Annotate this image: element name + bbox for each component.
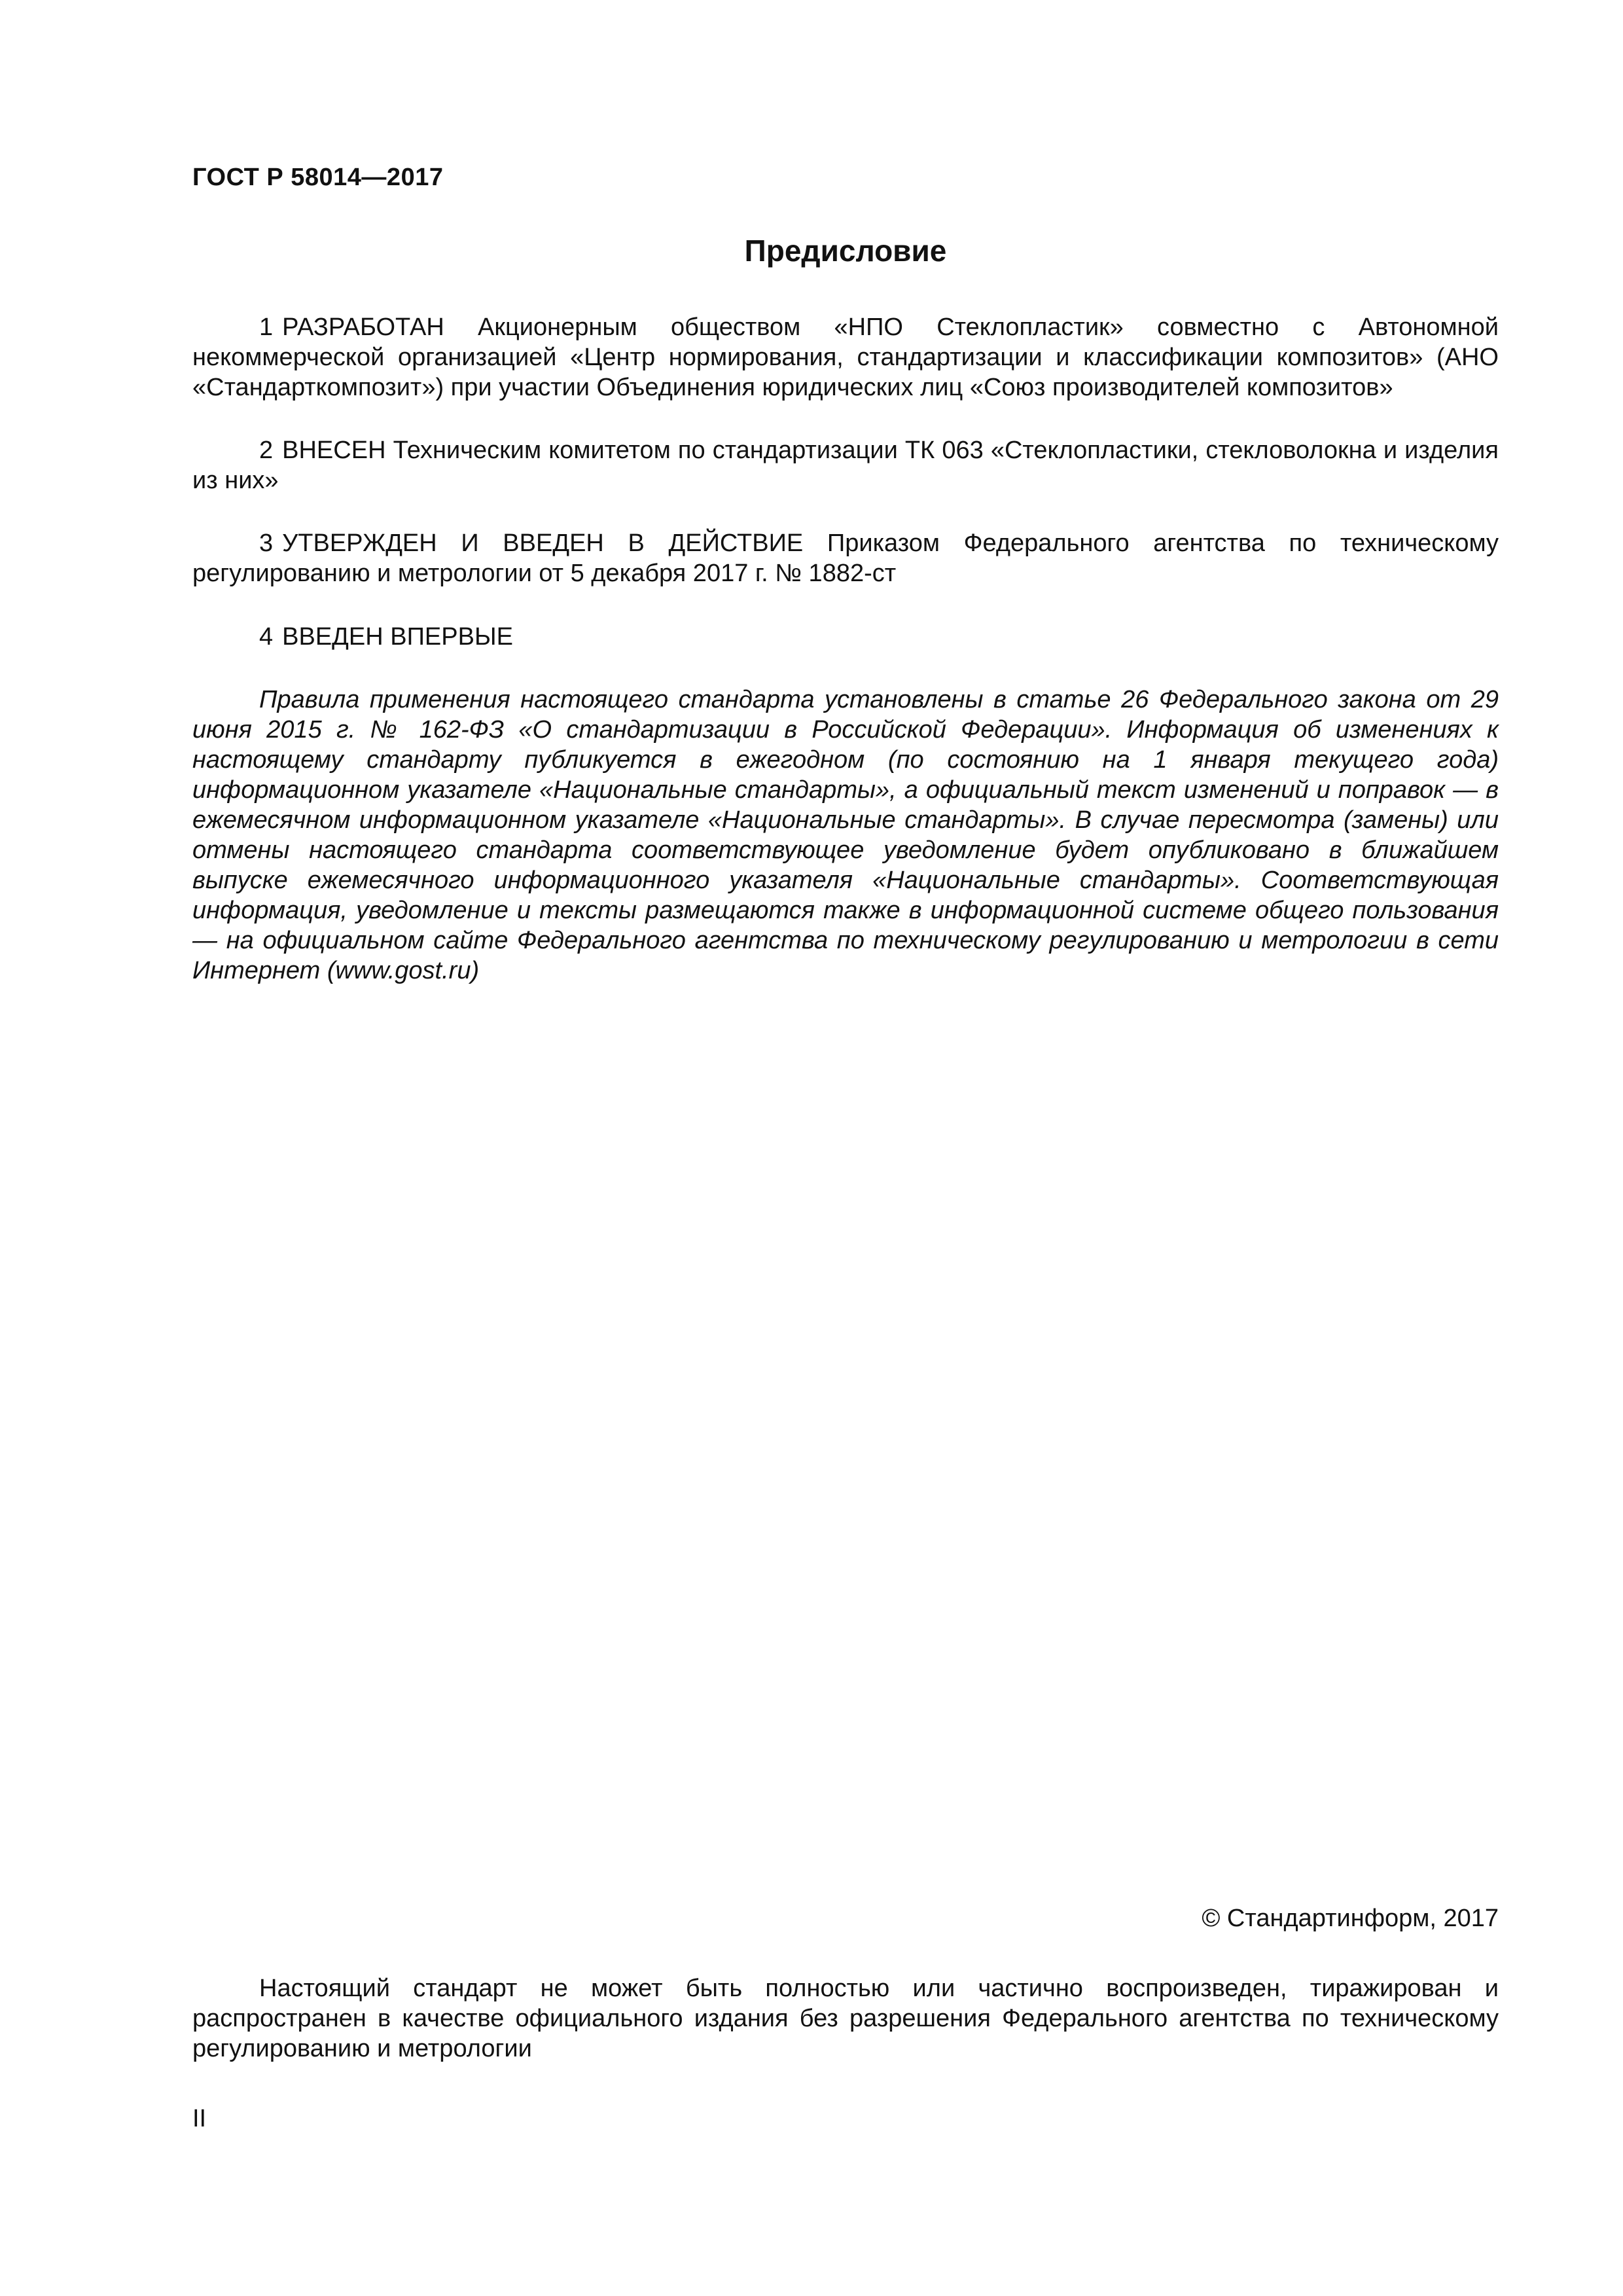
item-lead: РАЗРАБОТАН	[282, 314, 444, 341]
preface-item-2	[192, 435, 1499, 495]
preface-item-4	[192, 622, 1499, 652]
application-rules-text: Правила применения настоящего стандарта установлены в статье 26 Федерального закона от 29 июня 2015 г. № 162-ФЗ «О стандартизации в Российской Федерации». Информация об изменениях к настоящему стандарту публикуется в ежегодном (по состоянию на 1 января текущего года) информационном указателе «Национальные стандарты», а официальный текст изменений и поправок — в ежемесячном информационном указателе «Национальные стандарты». В случае пересмотра (замены) или отмены настоящего стандарта соответствующее уведомление будет опубликовано в ближайшем выпуске ежемесячного информационного указателя «Национальные стандарты». Соответствующая информация, уведомление и тексты размещаются также в информационной системе общего пользования — на официальном сайте Федерального агентства по техническому регулированию и метрологии в сети Интернет (www.gost.ru)	[192, 686, 1499, 984]
item-number: 2	[259, 437, 274, 464]
item-text: Приказом Федерального агентства по техническому регулированию и метрологии от 5 декабря 2017 г. № 1882-ст	[192, 529, 1499, 587]
item-lead: ВНЕСЕН	[282, 437, 386, 464]
item-number: 1	[259, 314, 274, 341]
item-text: Техническим комитетом по стандартизации ТК 063 «Стеклопластики, стекловолокна и изделия из них»	[192, 437, 1499, 494]
copyright-notice: © Стандартинформ, 2017	[1202, 1905, 1499, 1932]
page-number: II	[192, 2105, 207, 2132]
preface-item-1	[192, 312, 1499, 403]
item-number: 3	[259, 529, 274, 557]
item-lead: ВВЕДЕН ВПЕРВЫЕ	[282, 623, 513, 651]
preface-item-3	[192, 528, 1499, 588]
reproduction-notice-text: Настоящий стандарт не может быть полностью или частично воспроизведен, тиражирован и распространен в качестве официального издания без разрешения Федерального агентства по техническому регулированию и метрологии	[192, 1975, 1499, 2062]
item-number: 4	[259, 623, 274, 651]
reproduction-notice	[192, 1973, 1499, 2064]
application-rules	[192, 685, 1499, 986]
document-code: ГОСТ Р 58014—2017	[192, 164, 444, 191]
item-lead: УТВЕРЖДЕН И ВВЕДЕН В ДЕЙСТВИЕ	[282, 529, 804, 557]
item-text: Акционерным обществом «НПО Стеклопластик» совместно с Автономной некоммерческой организацией «Центр нормирования, стандартизации и классификации композитов» (АНО «Стандарткомпозит») при участии Объединения юридических лиц «Союз производителей композитов»	[192, 314, 1499, 401]
preface-title: Предисловие	[744, 234, 947, 268]
